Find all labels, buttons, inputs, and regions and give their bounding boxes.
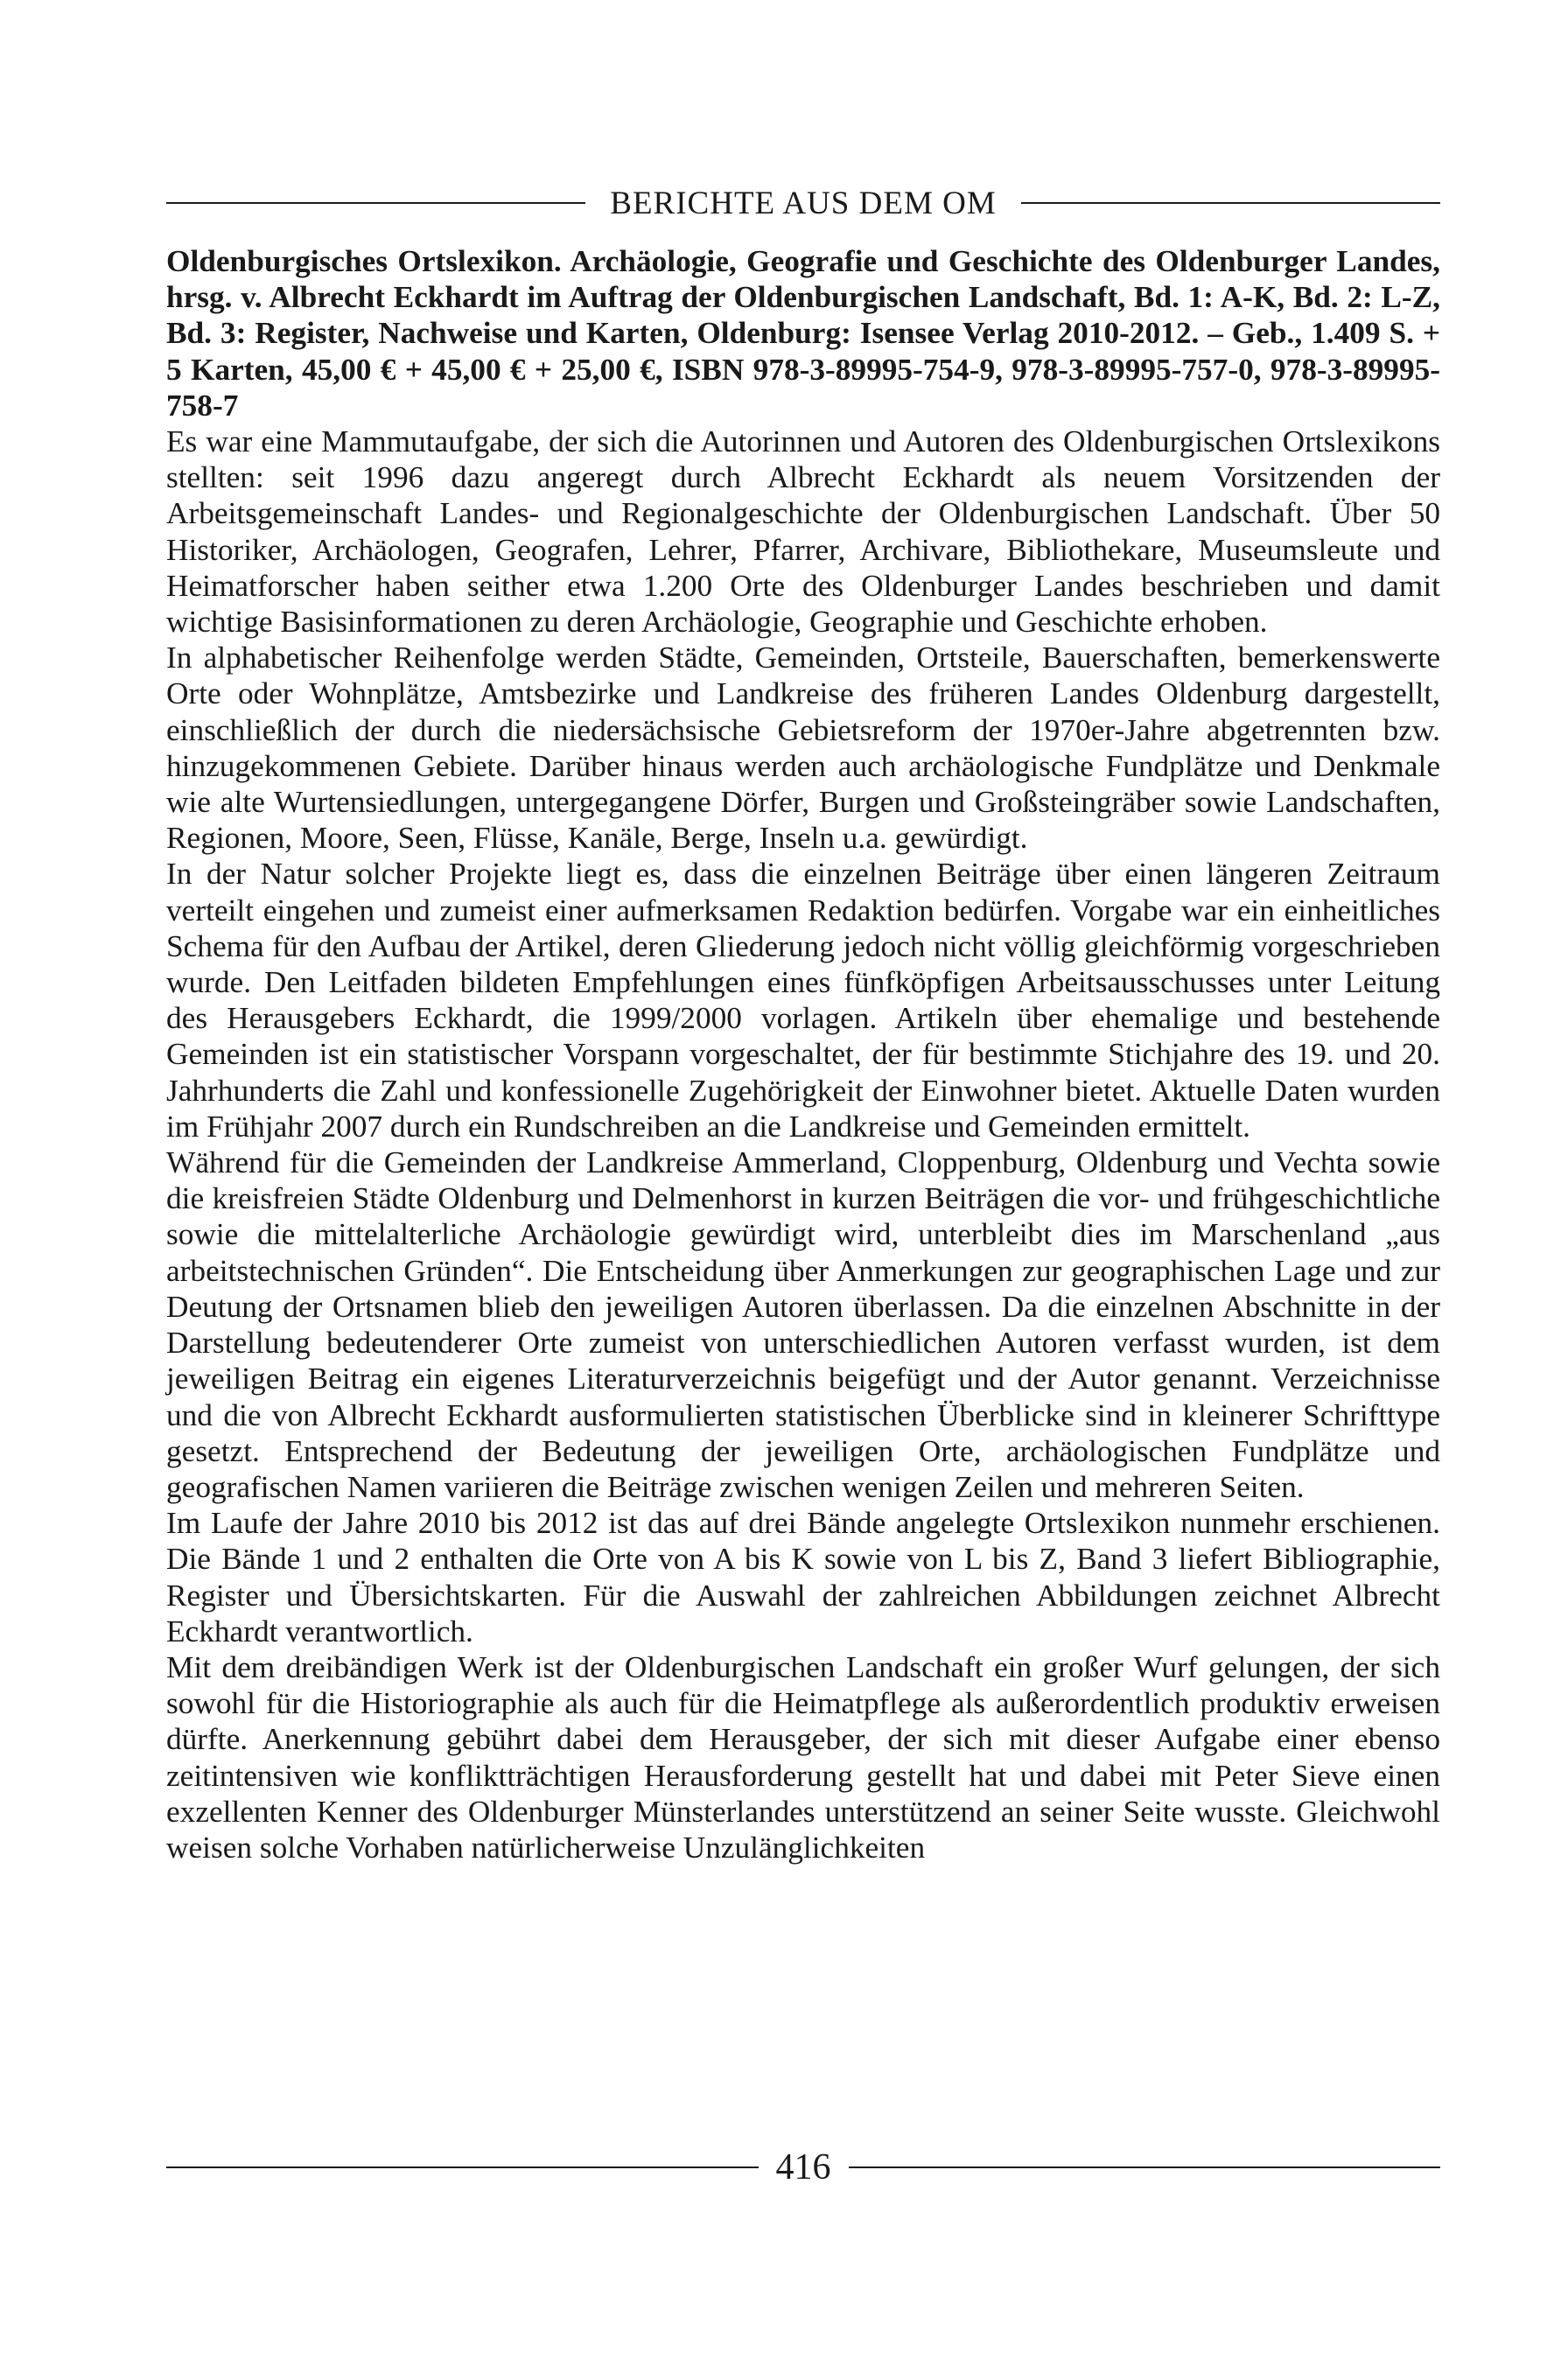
paragraph: In der Natur solcher Projekte liegt es, dass die einzelnen Beiträge über einen längeren Zeitraum verteilt eingehen und zumeist einer aufmerksamen Redaktion bedürfen. Vorgabe war ein einheitliches Schema für den Aufbau der Artikel, deren Gliederung jedoch nicht völlig gleichförmig vorgeschrieben wurde. Den Leitfaden bildeten Empfehlungen eines fünfköpfigen Arbeitsausschusses unter Leitung des Herausgebers Eckhardt, die 1999/2000 vorlagen. Artikeln über ehemalige und bestehende Gemeinden ist ein statistischer Vorspann vorgeschaltet, der für bestimmte Stichjahre des 19. und 20. Jahrhunderts die Zahl und konfessionelle Zugehörigkeit der Einwohner bietet. Aktuelle Daten wurden im Frühjahr 2007 durch ein Rundschreiben an die Landkreise und Gemeinden ermittelt. bbox=[166, 857, 1440, 1144]
paragraph: Mit dem dreibändigen Werk ist der Oldenburgischen Landschaft ein großer Wurf gelungen, der sich sowohl für die Historiographie als auch für die Heimatpflege als außerordentlich produktiv erweisen dürfte. Anerkennung gebührt dabei dem Herausgeber, der sich mit dieser Aufgabe einer ebenso zeitintensiven wie konfliktträchtigen Herausforderung gestellt hat und dabei mit Peter Sieve einen exzellenten Kenner des Oldenburger Münsterlandes unterstützend an seiner Seite wusste. Gleichwohl weisen solche Vorhaben natürlicherweise Unzulänglichkeiten bbox=[166, 1649, 1440, 1865]
header-rule-right bbox=[1021, 202, 1440, 204]
page-number: 416 bbox=[775, 2147, 831, 2188]
running-head bbox=[166, 186, 1440, 220]
book-citation: Oldenburgisches Ortslexikon. Archäologie, Geografie und Geschichte des Oldenburger Landes, hrsg. v. Albrecht Eckhardt im Auftrag der Oldenburgischen Landschaft, Bd. 1: A-K, Bd. 2: L-Z, Bd. 3: Register, Nachweise und Karten, Oldenburg: Isensee Verlag 2010-2012. – Geb., 1.409 S. + 5 Karten, 45,00 € + 45,00 € + 25,00 €, ISBN 978-3-89995-754-9, 978-3-89995-757-0, 978-3-89995-758-7 bbox=[166, 244, 1440, 423]
running-head-title: BERICHTE AUS DEM OM bbox=[610, 185, 997, 221]
header-rule-left bbox=[166, 202, 585, 204]
footer-rule-right bbox=[849, 2166, 1441, 2168]
paragraph: Es war eine Mammutaufgabe, der sich die Autorinnen und Autoren des Oldenburgischen Ortslexikons stellten: seit 1996 dazu angeregt durch Albrecht Eckhardt als neuem Vorsitzenden der Arbeitsgemeinschaft Landes- und Regionalgeschichte der Oldenburgischen Landschaft. Über 50 Historiker, Archäologen, Geografen, Lehrer, Pfarrer, Archivare, Bibliothekare, Museumsleute und Heimatforscher haben seither etwa 1.200 Orte des Oldenburger Landes beschrieben und damit wichtige Basisinformationen zu deren Archäologie, Geographie und Geschichte erhoben. bbox=[166, 424, 1440, 640]
article-body bbox=[166, 243, 1440, 1866]
paragraph: Im Laufe der Jahre 2010 bis 2012 ist das auf drei Bände angelegte Ortslexikon nunmehr erschienen. Die Bände 1 und 2 enthalten die Orte von A bis K sowie von L bis Z, Band 3 liefert Bibliographie, Register und Übersichtskarten. Für die Auswahl der zahlreichen Abbildungen zeichnet Albrecht Eckhardt verantwortlich. bbox=[166, 1506, 1440, 1648]
footer-rule-left bbox=[166, 2166, 759, 2168]
paragraph: In alphabetischer Reihenfolge werden Städte, Gemeinden, Ortsteile, Bauerschaften, bemerkenswerte Orte oder Wohnplätze, Amtsbezirke und Landkreise des früheren Landes Oldenburg dargestellt, einschließlich der durch die niedersächsische Gebietsreform der 1970er-Jahre abgetrennten bzw. hinzugekommenen Gebiete. Darüber hinaus werden auch archäologische Fundplätze und Denkmale wie alte Wurtensiedlungen, untergegangene Dörfer, Burgen und Großsteingräber sowie Landschaften, Regionen, Moore, Seen, Flüsse, Kanäle, Berge, Inseln u.a. gewürdigt. bbox=[166, 640, 1440, 856]
paragraph: Während für die Gemeinden der Landkreise Ammerland, Cloppenburg, Oldenburg und Vechta sowie die kreisfreien Städte Oldenburg und Delmenhorst in kurzen Beiträgen die vor- und frühgeschichtliche sowie die mittelalterliche Archäologie gewürdigt wird, unterbleibt dies im Marschenland „aus arbeitstechnischen Gründen“. Die Entscheidung über Anmerkungen zur geographischen Lage und zur Deutung der Ortsnamen blieb den jeweiligen Autoren überlassen. Da die einzelnen Abschnitte in der Darstellung bedeutenderer Orte zumeist von unterschiedlichen Autoren verfasst wurden, ist dem jeweiligen Beitrag ein eigenes Literaturverzeichnis beigefügt und der Autor genannt. Verzeichnisse und die von Albrecht Eckhardt ausformulierten statistischen Überblicke sind in kleinerer Schrifttype gesetzt. Entsprechend der Bedeutung der jeweiligen Orte, archäologischen Fundplätze und geografischen Namen variieren die Beiträge zwischen wenigen Zeilen und mehreren Seiten. bbox=[166, 1145, 1440, 1504]
page-footer bbox=[166, 2146, 1440, 2189]
